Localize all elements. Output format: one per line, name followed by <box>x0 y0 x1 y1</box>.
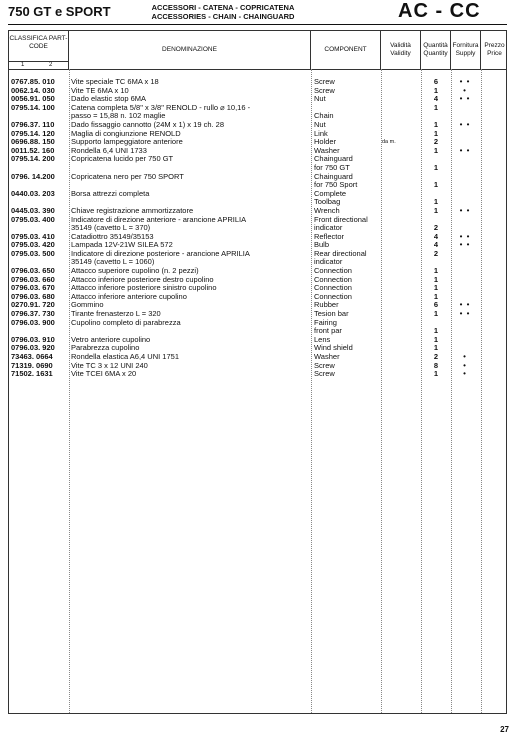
part-description: Rondella 6,4 UNI 1733 <box>71 145 147 155</box>
part-description: Indicatore di direzione posteriore - arancione APRILIA <box>71 248 250 258</box>
part-code: 0056.91. 050 <box>11 94 55 104</box>
part-component: Screw <box>314 360 335 370</box>
part-component: Holder <box>314 137 337 147</box>
part-description: Gommino <box>71 300 104 310</box>
part-quantity: 1 <box>433 85 439 95</box>
col-fornitura-label: Fornitura Supply <box>452 42 479 57</box>
part-component: Bulb <box>314 240 330 250</box>
part-validity: da m. <box>382 139 396 146</box>
part-code: 0440.03. 203 <box>11 188 55 198</box>
part-description: Cupolino completo di parabrezza <box>71 317 181 327</box>
part-quantity: 2 <box>433 223 439 233</box>
part-component: Front directional <box>314 214 368 224</box>
part-component: Wind shield <box>314 343 353 353</box>
part-quantity: 6 <box>433 77 439 86</box>
part-description: Rondella elastica A6,4 UNI 1751 <box>71 352 179 361</box>
part-description: Attacco inferiore anteriore cupolino <box>71 291 187 301</box>
part-quantity: 1 <box>433 128 439 138</box>
part-component: Connection <box>314 291 352 301</box>
col-quantita <box>421 31 451 69</box>
part-code: 71502. 1631 <box>11 369 53 379</box>
part-quantity: 1 <box>433 197 439 207</box>
part-component: for 750 GT <box>314 162 350 172</box>
part-description: Vite speciale TC 6MA x 18 <box>71 77 159 86</box>
part-component: Complete <box>314 188 347 198</box>
part-code: 0796.37. 730 <box>11 309 55 319</box>
page-number: 27 <box>500 725 509 734</box>
parts-rows <box>9 78 508 379</box>
part-supply: • • <box>459 205 471 215</box>
part-description: Attacco superiore cupolino (n. 2 pezzi) <box>71 266 199 276</box>
part-component: for 750 Sport <box>314 180 358 190</box>
part-code: 0795.03. 420 <box>11 240 55 250</box>
part-supply: • • <box>459 240 471 250</box>
part-component: Lens <box>314 334 331 344</box>
section-code: AC - CC <box>398 0 481 22</box>
part-code: 0796.03. 920 <box>11 343 55 353</box>
part-code: 0795.14. 200 <box>11 154 55 164</box>
part-code: 0795.03. 500 <box>11 248 55 258</box>
part-description: Chiave registrazione ammortizzatore <box>71 205 194 215</box>
header-title: 750 GT e SPORT <box>8 4 111 19</box>
part-quantity: 1 <box>433 283 439 293</box>
part-quantity: 1 <box>433 119 439 129</box>
table-row <box>9 370 508 379</box>
part-description: Dado elastic stop 6MA <box>71 94 147 104</box>
part-component: Fairing <box>314 317 337 327</box>
part-quantity: 4 <box>433 94 439 104</box>
part-code: 0767.85. 010 <box>11 77 55 86</box>
part-supply: • • <box>459 309 471 319</box>
part-code: 0796.37. 110 <box>11 119 55 129</box>
part-description: Copricatena nero per 750 SPORT <box>71 171 184 181</box>
col-sub-1: 1 <box>21 62 25 68</box>
header-rule <box>8 24 507 25</box>
part-component: Screw <box>314 85 335 95</box>
part-supply: • • <box>459 300 471 310</box>
part-quantity: 1 <box>433 162 439 172</box>
part-code: 0270.91. 720 <box>11 300 55 310</box>
part-quantity: 1 <box>433 180 439 190</box>
part-description: Vite TE 6MA x 10 <box>71 85 129 95</box>
part-quantity: 1 <box>433 369 439 379</box>
part-component: Reflector <box>314 231 345 241</box>
part-quantity: 4 <box>433 231 439 241</box>
part-code: 0011.52. 160 <box>11 145 55 155</box>
part-description: 35149 (cavetto L = 370) <box>71 223 151 233</box>
part-quantity: 1 <box>433 334 439 344</box>
part-component: Chainguard <box>314 154 353 164</box>
part-quantity: 4 <box>433 240 439 250</box>
part-description: Maglia di congiunzione RENOLD <box>71 128 181 138</box>
part-supply: • <box>463 369 467 379</box>
part-component: Connection <box>314 283 352 293</box>
col-sub-2: 2 <box>49 62 53 68</box>
part-code: 0796. 14.200 <box>11 171 55 181</box>
part-quantity: 2 <box>433 137 439 147</box>
part-description: Vetro anteriore cupolino <box>71 334 151 344</box>
part-quantity: 1 <box>433 291 439 301</box>
part-quantity: 1 <box>433 145 439 155</box>
part-description: Supporto lampeggiatore anteriore <box>71 137 183 147</box>
part-component: Rubber <box>314 300 339 310</box>
part-description: Vite TC 3 x 12 UNI 240 <box>71 360 148 370</box>
part-description: Attacco inferiore posteriore sinistro cupolino <box>71 283 217 293</box>
part-description: Copricatena lucido per 750 GT <box>71 154 174 164</box>
header-subtitle-en: ACCESSORIES - CHAIN - CHAINGUARD <box>151 12 295 21</box>
part-quantity: 1 <box>433 343 439 353</box>
col-prezzo <box>481 31 508 69</box>
part-component: Nut <box>314 119 326 129</box>
part-supply: • • <box>459 145 471 155</box>
col-denominazione-label: DENOMINAZIONE <box>162 46 217 53</box>
col-validita-label: Validità Validity <box>390 42 411 57</box>
part-code: 0795.03. 410 <box>11 231 55 241</box>
part-quantity: 2 <box>433 248 439 258</box>
header-divider <box>9 69 506 70</box>
part-component: indicator <box>314 223 343 233</box>
part-supply: • • <box>459 119 471 129</box>
part-component: Washer <box>314 352 340 361</box>
part-code: 0062.14. 030 <box>11 85 55 95</box>
part-supply: • <box>463 85 467 95</box>
part-code: 0796.03. 650 <box>11 266 55 276</box>
part-description: Indicatore di direzione anteriore - arancione APRILIA <box>71 214 247 224</box>
part-code: 0795.14. 120 <box>11 128 55 138</box>
part-description: Tirante frenasterzo L = 320 <box>71 309 161 319</box>
part-code: 0796.03. 660 <box>11 274 55 284</box>
header-subtitle-it: ACCESSORI - CATENA - COPRICATENA <box>151 3 295 12</box>
col-quantita-label: Quantità Quantity <box>423 42 448 57</box>
part-component: Washer <box>314 145 340 155</box>
part-code: 0796.03. 910 <box>11 334 55 344</box>
part-quantity: 1 <box>433 309 439 319</box>
part-code: 0445.03. 390 <box>11 205 55 215</box>
parts-table <box>8 30 507 714</box>
part-component: Chain <box>314 111 334 121</box>
part-component: Tesion bar <box>314 309 349 319</box>
part-component: Screw <box>314 77 335 86</box>
part-quantity: 1 <box>433 274 439 284</box>
part-component: Link <box>314 128 328 138</box>
part-description: Attacco inferiore posteriore destro cupolino <box>71 274 214 284</box>
part-quantity: 8 <box>433 360 439 370</box>
header-subtitle <box>143 3 303 21</box>
part-code: 0796.03. 670 <box>11 283 55 293</box>
part-quantity: 1 <box>433 326 439 336</box>
part-code: 0795.14. 100 <box>11 102 55 112</box>
part-component: Connection <box>314 266 352 276</box>
part-quantity: 1 <box>433 102 439 112</box>
part-code: 0796.03. 680 <box>11 291 55 301</box>
part-supply: • • <box>459 77 471 86</box>
part-description: 35149 (cavetto L = 1060) <box>71 257 155 267</box>
part-supply: • • <box>459 94 471 104</box>
col-validita <box>381 31 421 69</box>
part-component: Screw <box>314 369 335 379</box>
part-code: 0795.03. 400 <box>11 214 55 224</box>
part-component: indicator <box>314 257 343 267</box>
part-description: Vite TCEI 6MA x 20 <box>71 369 137 379</box>
part-code: 0696.88. 150 <box>11 137 55 147</box>
part-description: Parabrezza cupolino <box>71 343 140 353</box>
col-component <box>311 31 381 69</box>
part-component: Rear directional <box>314 248 367 258</box>
part-quantity: 6 <box>433 300 439 310</box>
part-code: 71319. 0690 <box>11 360 53 370</box>
part-quantity: 2 <box>433 352 439 361</box>
col-fornitura <box>451 31 481 69</box>
part-code: 0796.03. 900 <box>11 317 55 327</box>
part-supply: • <box>463 360 467 370</box>
part-description: Lampada 12V-21W SILEA 572 <box>71 240 173 250</box>
col-prezzo-label: Prezzo Price <box>484 42 505 57</box>
part-component: Toolbag <box>314 197 341 207</box>
part-description: Catena completa 5/8" x 3/8" RENOLD - rullo ⌀ 10,16 - <box>71 102 251 112</box>
part-component: Wrench <box>314 205 340 215</box>
part-description: Borsa attrezzi completa <box>71 188 150 198</box>
col-denominazione <box>69 31 311 69</box>
part-quantity: 1 <box>433 266 439 276</box>
col-component-label: COMPONENT <box>324 46 367 53</box>
part-description: passo = 15,88 n. 102 maglie <box>71 111 166 121</box>
col-classifica-label: CLASSIFICA PART-CODE <box>9 35 68 50</box>
part-supply: • • <box>459 231 471 241</box>
part-quantity: 1 <box>433 205 439 215</box>
part-description: Dado fissaggio cannotto (24M x 1) x 19 ch. 28 <box>71 119 225 129</box>
part-code: 73463. 0664 <box>11 352 53 361</box>
part-supply: • <box>463 352 467 361</box>
part-description: Catadiottro 35149/35153 <box>71 231 154 241</box>
part-component: Nut <box>314 94 326 104</box>
part-component: Chainguard <box>314 171 353 181</box>
part-component: front par <box>314 326 342 336</box>
part-component: Connection <box>314 274 352 284</box>
